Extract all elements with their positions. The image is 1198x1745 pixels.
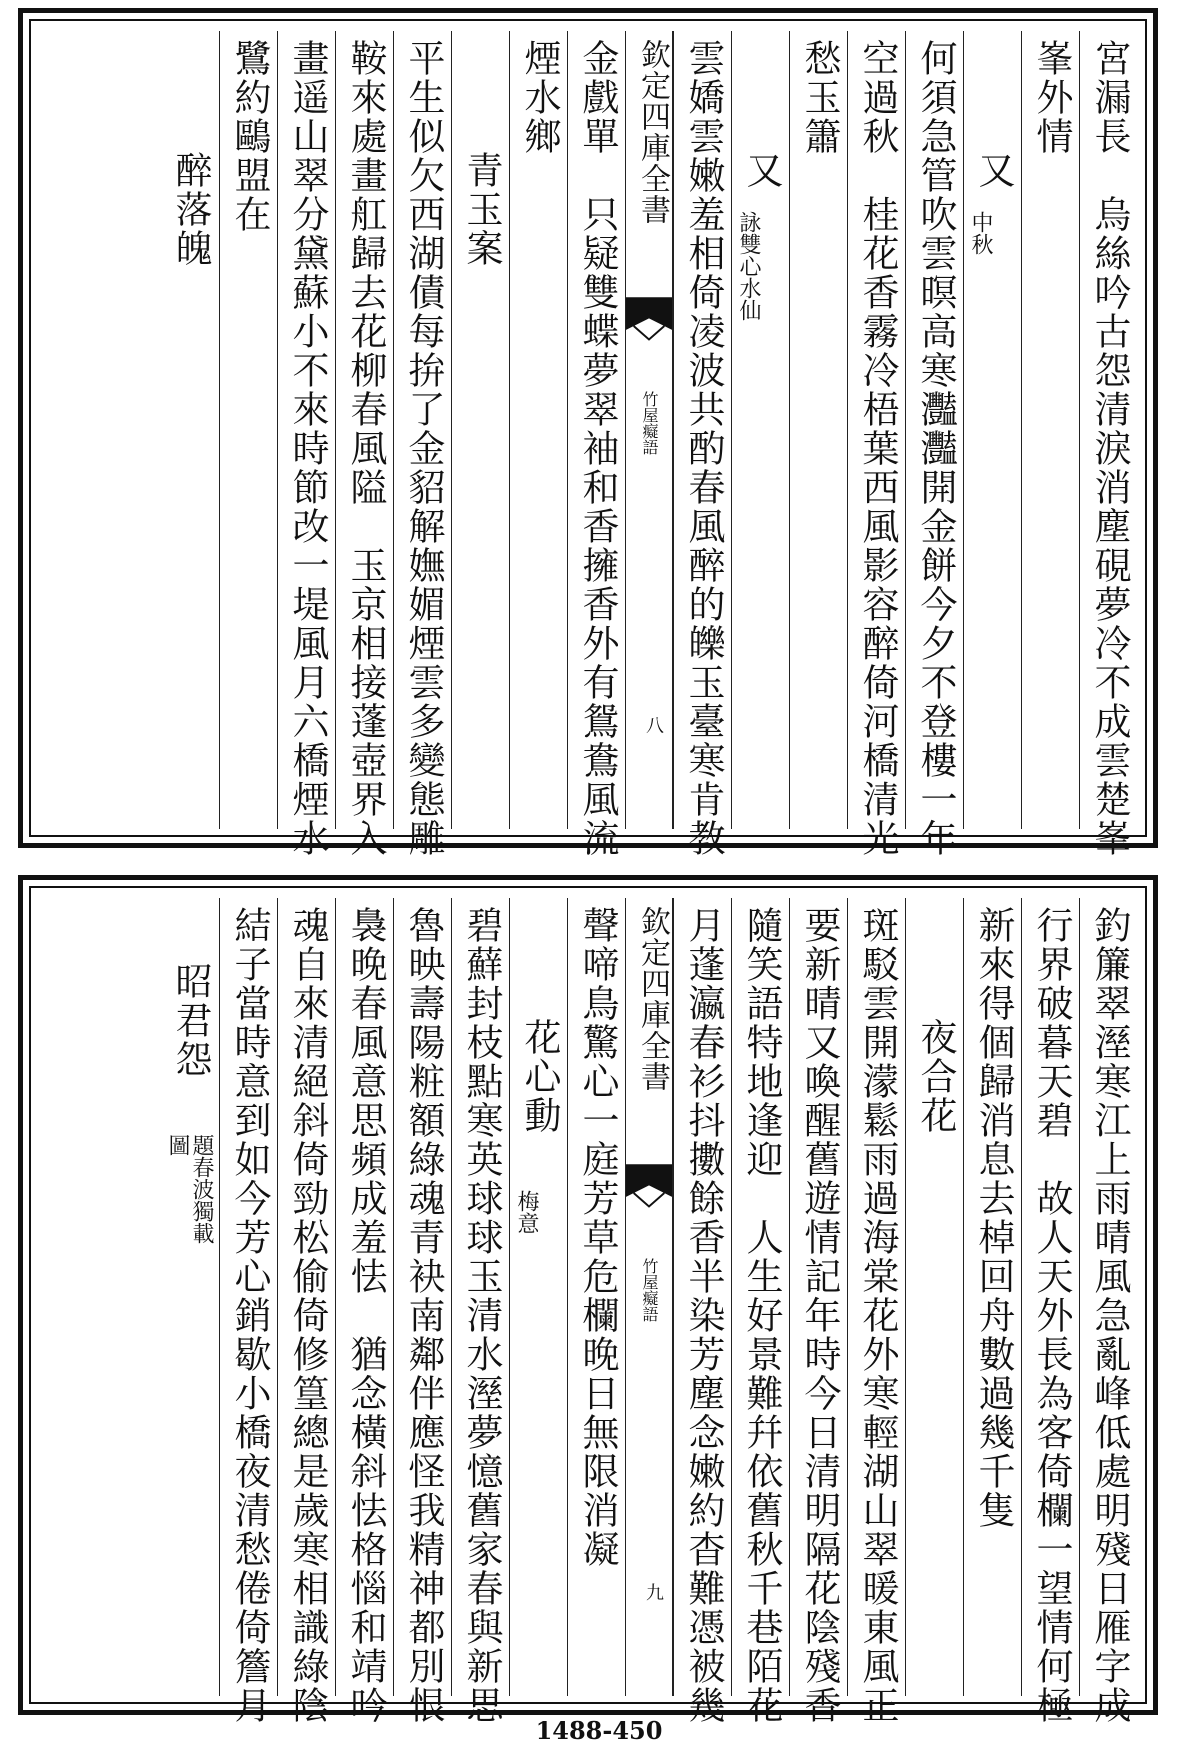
- verse-line: 愁玉簫: [798, 39, 841, 156]
- verse-line: 何須急管吹雲暝高寒灩灩開金餅今夕不登樓一年: [914, 39, 957, 858]
- verse-line: 裊晚春風意思頻成羞怯 猶念橫斜怯格惱和靖吟: [344, 906, 387, 1725]
- text-column: [731, 31, 789, 829]
- verse-line: 鞍來處畫舡歸去花柳春風隘 玉京相接蓬壺界入: [344, 39, 387, 858]
- upper-page-border: [29, 19, 1147, 858]
- title-annotation: 詠雙心水仙: [736, 211, 761, 321]
- text-column: [673, 31, 731, 858]
- verse-line: 平生似欠西湖債每拚了金貂解嫵媚煙雲多變態雕: [402, 39, 445, 858]
- verse-line: 空過秋 桂花香霧冷梧葉西風影容醉倚河橋清光: [856, 39, 899, 858]
- verse-title: 花心動: [518, 1018, 561, 1135]
- verse-line: 金戲單 只疑雙蝶夢翠袖和香擁香外有鴛鴦風流: [576, 39, 619, 858]
- book-subtitle: 竹屋癡語: [640, 1258, 659, 1322]
- text-column: [1021, 898, 1079, 1725]
- center-fold-column: [625, 898, 673, 1696]
- lower-page-border: [29, 886, 1147, 1725]
- verse-line: 鷺約鷗盟在: [228, 39, 271, 234]
- verse-line: 畫遥山翠分黛蘇小不來時節改一堤風月六橋煙水: [286, 39, 329, 858]
- text-column: [905, 898, 963, 1696]
- verse-title: 昭君怨: [169, 962, 212, 1079]
- verse-line: 碧蘚封枝點寒英球球玉清水溼夢憶舊家春與新思: [460, 906, 503, 1725]
- text-column: [567, 31, 625, 858]
- text-column: [161, 31, 219, 829]
- verse-title: 夜合花: [914, 1018, 957, 1135]
- text-column: [509, 898, 567, 1696]
- text-column: [219, 31, 277, 829]
- text-column: [673, 898, 731, 1725]
- verse-title: 醉落魄: [169, 151, 212, 268]
- verse-line: 新來得個歸消息去棹回舟數過幾千隻: [972, 906, 1015, 1530]
- text-column: [963, 898, 1021, 1696]
- text-column: [789, 31, 847, 829]
- verse-title: 又: [972, 151, 1015, 190]
- title-annotation: 題春波獨載圖: [165, 1134, 214, 1244]
- text-column: [905, 31, 963, 858]
- text-column: [1079, 31, 1137, 858]
- page-number: 1488-450: [535, 1716, 663, 1745]
- verse-line: 斑駁雲開濛鬆雨過海棠花外寒輕湖山翠暖東風正: [856, 906, 899, 1725]
- lower-page: [18, 875, 1158, 1725]
- text-column: [731, 898, 789, 1725]
- book-title: 欽定四庫全書: [635, 39, 670, 225]
- verse-line: 結子當時意到如今芳心銷歇小橋夜清愁倦倚簷月: [228, 906, 271, 1725]
- verse-line: 釣簾翠溼寒江上雨晴風急亂峰低處明殘日雁字成: [1088, 906, 1131, 1725]
- verse-line: 行界破暮天碧 故人天外長為客倚欄一望情何極: [1030, 906, 1073, 1725]
- text-column: [393, 898, 451, 1725]
- center-fold-column: [625, 31, 673, 829]
- text-column: [963, 31, 1021, 829]
- text-column: [335, 31, 393, 858]
- text-column: [567, 898, 625, 1696]
- text-column: [277, 31, 335, 858]
- verse-line: 要新晴又喚醒舊遊情記年時今日清明隔花陰殘香: [798, 906, 841, 1725]
- text-column: [1021, 31, 1079, 829]
- fish-tail-mark-icon: [626, 296, 672, 356]
- verse-line: 隨笑語特地逢迎 人生好景難幷依舊秋千巷陌花: [740, 906, 783, 1725]
- text-column: [509, 31, 567, 829]
- text-column: [219, 898, 277, 1725]
- text-column: [847, 31, 905, 858]
- text-column: [789, 898, 847, 1725]
- text-column: [451, 31, 509, 829]
- verse-line: 魯映壽陽粧額綠魂青袂南鄰伴應怪我精神都別恨: [402, 906, 445, 1725]
- verse-line: 宮漏長 烏絲吟古怨清淚消塵硯夢冷不成雲楚峯: [1088, 39, 1131, 858]
- leaf-number: 九: [643, 1583, 664, 1601]
- verse-title: 又: [740, 151, 783, 190]
- verse-line: 魂自來清絕斜倚勁松偷倚修篁總是歲寒相識綠陰: [286, 906, 329, 1725]
- verse-line: 峯外情: [1030, 39, 1073, 156]
- fish-tail-mark-icon: [626, 1163, 672, 1223]
- verse-line: 月蓬瀛春衫抖擻餘香半染芳塵念嫩約杳難憑被幾: [682, 906, 725, 1725]
- verse-line: 煙水鄉: [518, 39, 561, 156]
- book-subtitle: 竹屋癡語: [640, 391, 659, 455]
- leaf-number: 八: [643, 716, 664, 734]
- text-column: [161, 898, 219, 1696]
- text-column: [277, 898, 335, 1725]
- title-annotation: 中秋: [968, 211, 993, 255]
- title-annotation: 梅意: [514, 1190, 539, 1234]
- verse-title: 青玉案: [460, 151, 503, 268]
- text-column: [451, 898, 509, 1725]
- verse-line: 雲嬌雲嫩羞相倚凌波共酌春風醉的皪玉臺寒肯教: [682, 39, 725, 858]
- text-column: [393, 31, 451, 858]
- text-column: [1079, 898, 1137, 1725]
- upper-page: [18, 8, 1158, 858]
- text-column: [847, 898, 905, 1725]
- verse-line: 聲啼鳥驚心一庭芳草危欄晚日無限消凝: [576, 906, 619, 1569]
- text-column: [335, 898, 393, 1725]
- book-title: 欽定四庫全書: [635, 906, 670, 1092]
